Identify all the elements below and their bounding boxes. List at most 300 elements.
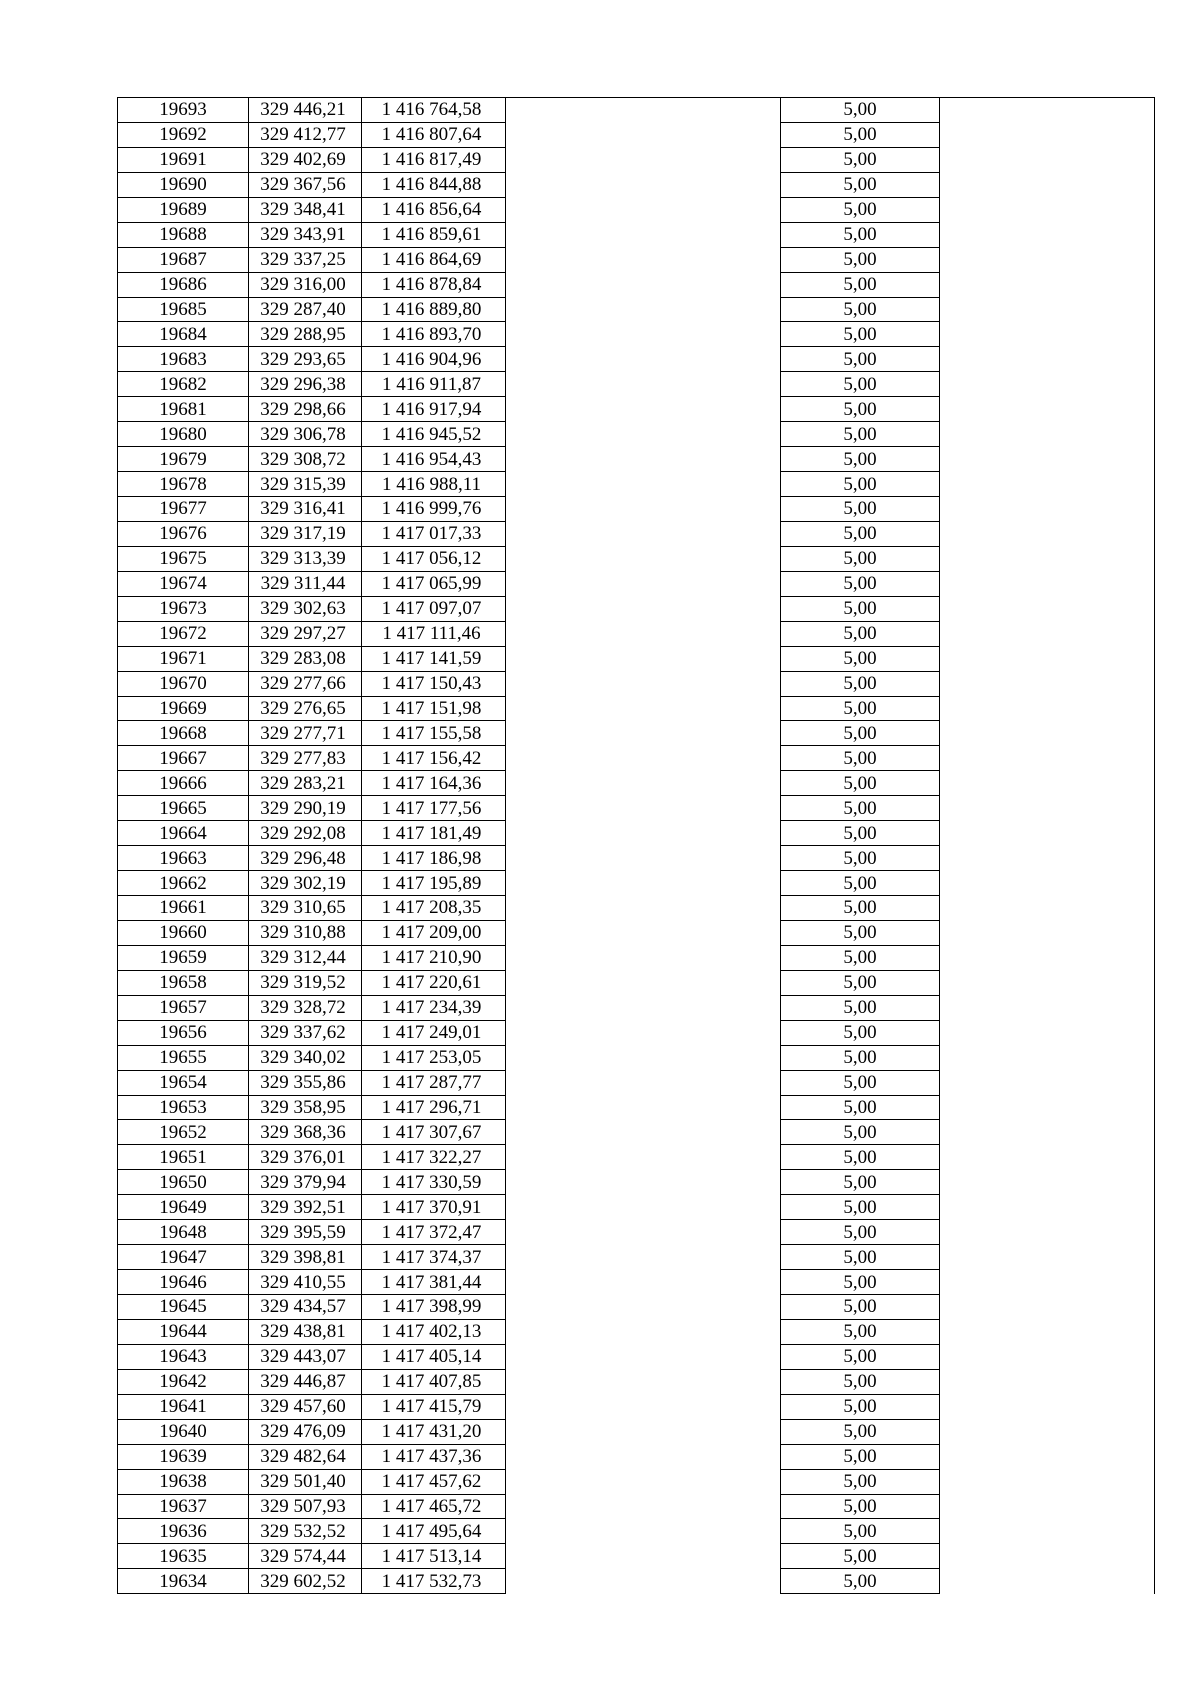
y-coordinate-cell: 1 417 220,61 bbox=[362, 970, 506, 995]
value-cell: 5,00 bbox=[781, 796, 940, 821]
table-row bbox=[118, 197, 1155, 222]
value-cell: 5,00 bbox=[781, 272, 940, 297]
blank-cell bbox=[506, 1494, 781, 1519]
blank-cell-2 bbox=[940, 247, 1155, 272]
point-number-cell: 19683 bbox=[118, 347, 249, 372]
point-number-cell: 19677 bbox=[118, 497, 249, 522]
x-coordinate-cell: 329 337,25 bbox=[249, 247, 362, 272]
x-coordinate-cell: 329 379,94 bbox=[249, 1170, 362, 1195]
point-number-cell: 19682 bbox=[118, 372, 249, 397]
blank-cell-2 bbox=[940, 571, 1155, 596]
point-number-cell: 19678 bbox=[118, 472, 249, 497]
blank-cell bbox=[506, 347, 781, 372]
value-cell: 5,00 bbox=[781, 1070, 940, 1095]
blank-cell bbox=[506, 1295, 781, 1320]
x-coordinate-cell: 329 398,81 bbox=[249, 1245, 362, 1270]
point-number-cell: 19674 bbox=[118, 571, 249, 596]
table-row bbox=[118, 1494, 1155, 1519]
blank-cell-2 bbox=[940, 646, 1155, 671]
blank-cell-2 bbox=[940, 1095, 1155, 1120]
blank-cell bbox=[506, 1369, 781, 1394]
x-coordinate-cell: 329 310,88 bbox=[249, 920, 362, 945]
blank-cell bbox=[506, 920, 781, 945]
x-coordinate-cell: 329 297,27 bbox=[249, 621, 362, 646]
table-row bbox=[118, 322, 1155, 347]
blank-cell-2 bbox=[940, 98, 1155, 123]
table-row bbox=[118, 721, 1155, 746]
blank-cell bbox=[506, 422, 781, 447]
blank-cell-2 bbox=[940, 222, 1155, 247]
blank-cell bbox=[506, 1195, 781, 1220]
coordinates-table-body bbox=[118, 98, 1155, 1594]
x-coordinate-cell: 329 368,36 bbox=[249, 1120, 362, 1145]
x-coordinate-cell: 329 337,62 bbox=[249, 1020, 362, 1045]
table-row bbox=[118, 1220, 1155, 1245]
table-row bbox=[118, 272, 1155, 297]
x-coordinate-cell: 329 298,66 bbox=[249, 397, 362, 422]
point-number-cell: 19642 bbox=[118, 1369, 249, 1394]
point-number-cell: 19681 bbox=[118, 397, 249, 422]
x-coordinate-cell: 329 438,81 bbox=[249, 1319, 362, 1344]
blank-cell bbox=[506, 297, 781, 322]
table-row bbox=[118, 1120, 1155, 1145]
table-row bbox=[118, 1045, 1155, 1070]
blank-cell-2 bbox=[940, 1245, 1155, 1270]
table-row bbox=[118, 222, 1155, 247]
blank-cell-2 bbox=[940, 596, 1155, 621]
x-coordinate-cell: 329 283,21 bbox=[249, 771, 362, 796]
x-coordinate-cell: 329 312,44 bbox=[249, 945, 362, 970]
y-coordinate-cell: 1 417 017,33 bbox=[362, 521, 506, 546]
blank-cell-2 bbox=[940, 945, 1155, 970]
table-row bbox=[118, 447, 1155, 472]
coordinates-table bbox=[117, 97, 1155, 1594]
table-row bbox=[118, 1569, 1155, 1594]
x-coordinate-cell: 329 288,95 bbox=[249, 322, 362, 347]
table-row bbox=[118, 1344, 1155, 1369]
value-cell: 5,00 bbox=[781, 422, 940, 447]
blank-cell-2 bbox=[940, 1444, 1155, 1469]
value-cell: 5,00 bbox=[781, 671, 940, 696]
value-cell: 5,00 bbox=[781, 1569, 940, 1594]
blank-cell-2 bbox=[940, 1020, 1155, 1045]
point-number-cell: 19639 bbox=[118, 1444, 249, 1469]
value-cell: 5,00 bbox=[781, 397, 940, 422]
table-row bbox=[118, 846, 1155, 871]
value-cell: 5,00 bbox=[781, 1195, 940, 1220]
blank-cell-2 bbox=[940, 621, 1155, 646]
value-cell: 5,00 bbox=[781, 1394, 940, 1419]
value-cell: 5,00 bbox=[781, 995, 940, 1020]
point-number-cell: 19670 bbox=[118, 671, 249, 696]
y-coordinate-cell: 1 417 431,20 bbox=[362, 1419, 506, 1444]
point-number-cell: 19671 bbox=[118, 646, 249, 671]
point-number-cell: 19672 bbox=[118, 621, 249, 646]
x-coordinate-cell: 329 277,66 bbox=[249, 671, 362, 696]
point-number-cell: 19684 bbox=[118, 322, 249, 347]
x-coordinate-cell: 329 316,00 bbox=[249, 272, 362, 297]
blank-cell bbox=[506, 1045, 781, 1070]
point-number-cell: 19679 bbox=[118, 447, 249, 472]
value-cell: 5,00 bbox=[781, 372, 940, 397]
blank-cell-2 bbox=[940, 821, 1155, 846]
blank-cell-2 bbox=[940, 1045, 1155, 1070]
table-row bbox=[118, 472, 1155, 497]
x-coordinate-cell: 329 315,39 bbox=[249, 472, 362, 497]
y-coordinate-cell: 1 417 374,37 bbox=[362, 1245, 506, 1270]
value-cell: 5,00 bbox=[781, 1045, 940, 1070]
point-number-cell: 19662 bbox=[118, 871, 249, 896]
value-cell: 5,00 bbox=[781, 746, 940, 771]
y-coordinate-cell: 1 416 817,49 bbox=[362, 147, 506, 172]
blank-cell-2 bbox=[940, 1519, 1155, 1544]
x-coordinate-cell: 329 340,02 bbox=[249, 1045, 362, 1070]
point-number-cell: 19656 bbox=[118, 1020, 249, 1045]
table-row bbox=[118, 147, 1155, 172]
table-row bbox=[118, 821, 1155, 846]
x-coordinate-cell: 329 292,08 bbox=[249, 821, 362, 846]
point-number-cell: 19651 bbox=[118, 1145, 249, 1170]
blank-cell bbox=[506, 1419, 781, 1444]
y-coordinate-cell: 1 416 917,94 bbox=[362, 397, 506, 422]
blank-cell-2 bbox=[940, 122, 1155, 147]
x-coordinate-cell: 329 501,40 bbox=[249, 1469, 362, 1494]
value-cell: 5,00 bbox=[781, 871, 940, 896]
value-cell: 5,00 bbox=[781, 621, 940, 646]
blank-cell-2 bbox=[940, 472, 1155, 497]
table-row bbox=[118, 1145, 1155, 1170]
blank-cell-2 bbox=[940, 721, 1155, 746]
point-number-cell: 19668 bbox=[118, 721, 249, 746]
blank-cell bbox=[506, 197, 781, 222]
table-row bbox=[118, 896, 1155, 921]
y-coordinate-cell: 1 417 372,47 bbox=[362, 1220, 506, 1245]
value-cell: 5,00 bbox=[781, 896, 940, 921]
y-coordinate-cell: 1 416 856,64 bbox=[362, 197, 506, 222]
blank-cell-2 bbox=[940, 1494, 1155, 1519]
y-coordinate-cell: 1 416 988,11 bbox=[362, 472, 506, 497]
y-coordinate-cell: 1 417 156,42 bbox=[362, 746, 506, 771]
blank-cell-2 bbox=[940, 871, 1155, 896]
value-cell: 5,00 bbox=[781, 1419, 940, 1444]
point-number-cell: 19661 bbox=[118, 896, 249, 921]
x-coordinate-cell: 329 532,52 bbox=[249, 1519, 362, 1544]
value-cell: 5,00 bbox=[781, 1369, 940, 1394]
value-cell: 5,00 bbox=[781, 1270, 940, 1295]
blank-cell bbox=[506, 497, 781, 522]
y-coordinate-cell: 1 417 495,64 bbox=[362, 1519, 506, 1544]
y-coordinate-cell: 1 417 296,71 bbox=[362, 1095, 506, 1120]
x-coordinate-cell: 329 276,65 bbox=[249, 696, 362, 721]
value-cell: 5,00 bbox=[781, 1095, 940, 1120]
x-coordinate-cell: 329 376,01 bbox=[249, 1145, 362, 1170]
y-coordinate-cell: 1 417 151,98 bbox=[362, 696, 506, 721]
y-coordinate-cell: 1 417 437,36 bbox=[362, 1444, 506, 1469]
blank-cell bbox=[506, 546, 781, 571]
value-cell: 5,00 bbox=[781, 247, 940, 272]
y-coordinate-cell: 1 417 532,73 bbox=[362, 1569, 506, 1594]
y-coordinate-cell: 1 417 186,98 bbox=[362, 846, 506, 871]
blank-cell bbox=[506, 696, 781, 721]
value-cell: 5,00 bbox=[781, 147, 940, 172]
y-coordinate-cell: 1 416 893,70 bbox=[362, 322, 506, 347]
blank-cell-2 bbox=[940, 1270, 1155, 1295]
blank-cell bbox=[506, 1394, 781, 1419]
blank-cell-2 bbox=[940, 397, 1155, 422]
table-row bbox=[118, 1544, 1155, 1569]
blank-cell bbox=[506, 596, 781, 621]
blank-cell bbox=[506, 1020, 781, 1045]
x-coordinate-cell: 329 367,56 bbox=[249, 172, 362, 197]
table-row bbox=[118, 920, 1155, 945]
blank-cell-2 bbox=[940, 546, 1155, 571]
point-number-cell: 19649 bbox=[118, 1195, 249, 1220]
blank-cell-2 bbox=[940, 1544, 1155, 1569]
value-cell: 5,00 bbox=[781, 1544, 940, 1569]
value-cell: 5,00 bbox=[781, 1170, 940, 1195]
x-coordinate-cell: 329 316,41 bbox=[249, 497, 362, 522]
point-number-cell: 19635 bbox=[118, 1544, 249, 1569]
x-coordinate-cell: 329 446,21 bbox=[249, 98, 362, 123]
x-coordinate-cell: 329 296,48 bbox=[249, 846, 362, 871]
value-cell: 5,00 bbox=[781, 447, 940, 472]
point-number-cell: 19664 bbox=[118, 821, 249, 846]
x-coordinate-cell: 329 457,60 bbox=[249, 1394, 362, 1419]
blank-cell bbox=[506, 1070, 781, 1095]
blank-cell-2 bbox=[940, 1319, 1155, 1344]
table-row bbox=[118, 1070, 1155, 1095]
blank-cell-2 bbox=[940, 497, 1155, 522]
point-number-cell: 19638 bbox=[118, 1469, 249, 1494]
blank-cell bbox=[506, 397, 781, 422]
point-number-cell: 19650 bbox=[118, 1170, 249, 1195]
blank-cell-2 bbox=[940, 796, 1155, 821]
value-cell: 5,00 bbox=[781, 920, 940, 945]
point-number-cell: 19676 bbox=[118, 521, 249, 546]
blank-cell bbox=[506, 1170, 781, 1195]
blank-cell-2 bbox=[940, 422, 1155, 447]
blank-cell bbox=[506, 222, 781, 247]
blank-cell bbox=[506, 1245, 781, 1270]
point-number-cell: 19645 bbox=[118, 1295, 249, 1320]
y-coordinate-cell: 1 417 322,27 bbox=[362, 1145, 506, 1170]
y-coordinate-cell: 1 416 954,43 bbox=[362, 447, 506, 472]
blank-cell-2 bbox=[940, 1195, 1155, 1220]
blank-cell bbox=[506, 746, 781, 771]
point-number-cell: 19666 bbox=[118, 771, 249, 796]
table-row bbox=[118, 122, 1155, 147]
blank-cell bbox=[506, 1544, 781, 1569]
table-row bbox=[118, 696, 1155, 721]
blank-cell bbox=[506, 970, 781, 995]
x-coordinate-cell: 329 446,87 bbox=[249, 1369, 362, 1394]
blank-cell bbox=[506, 521, 781, 546]
blank-cell bbox=[506, 646, 781, 671]
blank-cell bbox=[506, 272, 781, 297]
table-row bbox=[118, 945, 1155, 970]
y-coordinate-cell: 1 417 065,99 bbox=[362, 571, 506, 596]
table-row bbox=[118, 1319, 1155, 1344]
blank-cell-2 bbox=[940, 1419, 1155, 1444]
blank-cell bbox=[506, 796, 781, 821]
table-row bbox=[118, 671, 1155, 696]
y-coordinate-cell: 1 416 878,84 bbox=[362, 272, 506, 297]
blank-cell bbox=[506, 571, 781, 596]
blank-cell bbox=[506, 871, 781, 896]
table-row bbox=[118, 746, 1155, 771]
x-coordinate-cell: 329 358,95 bbox=[249, 1095, 362, 1120]
value-cell: 5,00 bbox=[781, 1295, 940, 1320]
y-coordinate-cell: 1 417 287,77 bbox=[362, 1070, 506, 1095]
blank-cell bbox=[506, 945, 781, 970]
y-coordinate-cell: 1 417 330,59 bbox=[362, 1170, 506, 1195]
table-row bbox=[118, 596, 1155, 621]
value-cell: 5,00 bbox=[781, 1469, 940, 1494]
value-cell: 5,00 bbox=[781, 1494, 940, 1519]
x-coordinate-cell: 329 283,08 bbox=[249, 646, 362, 671]
blank-cell bbox=[506, 447, 781, 472]
value-cell: 5,00 bbox=[781, 222, 940, 247]
table-row bbox=[118, 1369, 1155, 1394]
y-coordinate-cell: 1 417 402,13 bbox=[362, 1319, 506, 1344]
blank-cell bbox=[506, 122, 781, 147]
y-coordinate-cell: 1 417 253,05 bbox=[362, 1045, 506, 1070]
blank-cell-2 bbox=[940, 896, 1155, 921]
blank-cell-2 bbox=[940, 995, 1155, 1020]
value-cell: 5,00 bbox=[781, 1519, 940, 1544]
x-coordinate-cell: 329 302,63 bbox=[249, 596, 362, 621]
table-row bbox=[118, 1095, 1155, 1120]
x-coordinate-cell: 329 317,19 bbox=[249, 521, 362, 546]
x-coordinate-cell: 329 574,44 bbox=[249, 1544, 362, 1569]
point-number-cell: 19689 bbox=[118, 197, 249, 222]
y-coordinate-cell: 1 417 249,01 bbox=[362, 1020, 506, 1045]
x-coordinate-cell: 329 602,52 bbox=[249, 1569, 362, 1594]
blank-cell-2 bbox=[940, 1569, 1155, 1594]
y-coordinate-cell: 1 417 457,62 bbox=[362, 1469, 506, 1494]
point-number-cell: 19673 bbox=[118, 596, 249, 621]
value-cell: 5,00 bbox=[781, 1145, 940, 1170]
x-coordinate-cell: 329 277,71 bbox=[249, 721, 362, 746]
blank-cell bbox=[506, 995, 781, 1020]
point-number-cell: 19634 bbox=[118, 1569, 249, 1594]
blank-cell bbox=[506, 671, 781, 696]
blank-cell-2 bbox=[940, 1369, 1155, 1394]
y-coordinate-cell: 1 417 381,44 bbox=[362, 1270, 506, 1295]
blank-cell-2 bbox=[940, 272, 1155, 297]
y-coordinate-cell: 1 417 513,14 bbox=[362, 1544, 506, 1569]
blank-cell bbox=[506, 147, 781, 172]
blank-cell-2 bbox=[940, 1295, 1155, 1320]
y-coordinate-cell: 1 417 405,14 bbox=[362, 1344, 506, 1369]
point-number-cell: 19641 bbox=[118, 1394, 249, 1419]
blank-cell-2 bbox=[940, 696, 1155, 721]
x-coordinate-cell: 329 482,64 bbox=[249, 1444, 362, 1469]
x-coordinate-cell: 329 402,69 bbox=[249, 147, 362, 172]
y-coordinate-cell: 1 416 889,80 bbox=[362, 297, 506, 322]
x-coordinate-cell: 329 434,57 bbox=[249, 1295, 362, 1320]
y-coordinate-cell: 1 417 209,00 bbox=[362, 920, 506, 945]
blank-cell-2 bbox=[940, 347, 1155, 372]
blank-cell-2 bbox=[940, 1344, 1155, 1369]
y-coordinate-cell: 1 416 911,87 bbox=[362, 372, 506, 397]
x-coordinate-cell: 329 443,07 bbox=[249, 1344, 362, 1369]
point-number-cell: 19643 bbox=[118, 1344, 249, 1369]
value-cell: 5,00 bbox=[781, 771, 940, 796]
value-cell: 5,00 bbox=[781, 1444, 940, 1469]
blank-cell-2 bbox=[940, 1145, 1155, 1170]
table-row bbox=[118, 646, 1155, 671]
y-coordinate-cell: 1 417 155,58 bbox=[362, 721, 506, 746]
y-coordinate-cell: 1 417 398,99 bbox=[362, 1295, 506, 1320]
blank-cell-2 bbox=[940, 297, 1155, 322]
x-coordinate-cell: 329 343,91 bbox=[249, 222, 362, 247]
table-row bbox=[118, 1519, 1155, 1544]
table-row bbox=[118, 1195, 1155, 1220]
blank-cell bbox=[506, 1444, 781, 1469]
table-row bbox=[118, 546, 1155, 571]
y-coordinate-cell: 1 417 141,59 bbox=[362, 646, 506, 671]
point-number-cell: 19652 bbox=[118, 1120, 249, 1145]
point-number-cell: 19693 bbox=[118, 98, 249, 123]
point-number-cell: 19658 bbox=[118, 970, 249, 995]
value-cell: 5,00 bbox=[781, 1245, 940, 1270]
table-row bbox=[118, 1245, 1155, 1270]
x-coordinate-cell: 329 290,19 bbox=[249, 796, 362, 821]
blank-cell bbox=[506, 721, 781, 746]
value-cell: 5,00 bbox=[781, 646, 940, 671]
table-row bbox=[118, 422, 1155, 447]
table-row bbox=[118, 771, 1155, 796]
y-coordinate-cell: 1 417 307,67 bbox=[362, 1120, 506, 1145]
blank-cell-2 bbox=[940, 147, 1155, 172]
blank-cell bbox=[506, 1319, 781, 1344]
point-number-cell: 19686 bbox=[118, 272, 249, 297]
blank-cell bbox=[506, 896, 781, 921]
point-number-cell: 19692 bbox=[118, 122, 249, 147]
point-number-cell: 19669 bbox=[118, 696, 249, 721]
x-coordinate-cell: 329 412,77 bbox=[249, 122, 362, 147]
blank-cell bbox=[506, 1344, 781, 1369]
y-coordinate-cell: 1 417 370,91 bbox=[362, 1195, 506, 1220]
table-row bbox=[118, 1295, 1155, 1320]
blank-cell-2 bbox=[940, 447, 1155, 472]
table-row bbox=[118, 796, 1155, 821]
table-row bbox=[118, 98, 1155, 123]
table-row bbox=[118, 347, 1155, 372]
y-coordinate-cell: 1 416 904,96 bbox=[362, 347, 506, 372]
table-row bbox=[118, 247, 1155, 272]
x-coordinate-cell: 329 392,51 bbox=[249, 1195, 362, 1220]
x-coordinate-cell: 329 311,44 bbox=[249, 571, 362, 596]
table-row bbox=[118, 571, 1155, 596]
point-number-cell: 19659 bbox=[118, 945, 249, 970]
point-number-cell: 19648 bbox=[118, 1220, 249, 1245]
y-coordinate-cell: 1 417 056,12 bbox=[362, 546, 506, 571]
value-cell: 5,00 bbox=[781, 1220, 940, 1245]
point-number-cell: 19685 bbox=[118, 297, 249, 322]
value-cell: 5,00 bbox=[781, 1319, 940, 1344]
y-coordinate-cell: 1 417 465,72 bbox=[362, 1494, 506, 1519]
x-coordinate-cell: 329 507,93 bbox=[249, 1494, 362, 1519]
value-cell: 5,00 bbox=[781, 1344, 940, 1369]
table-row bbox=[118, 1270, 1155, 1295]
value-cell: 5,00 bbox=[781, 521, 940, 546]
table-row bbox=[118, 521, 1155, 546]
blank-cell bbox=[506, 1569, 781, 1594]
value-cell: 5,00 bbox=[781, 846, 940, 871]
y-coordinate-cell: 1 416 807,64 bbox=[362, 122, 506, 147]
